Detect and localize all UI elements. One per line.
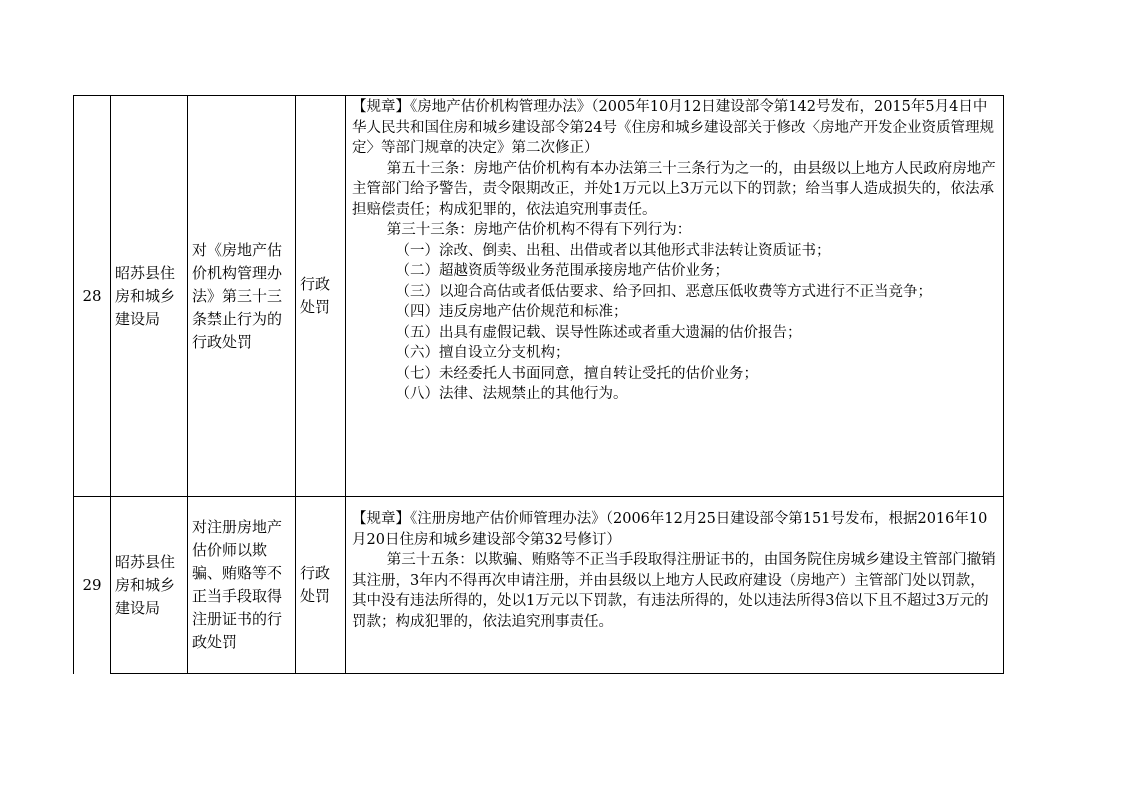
basis-list-item: （六）擅自设立分支机构； [395, 345, 570, 361]
basis-paragraph: 第三十三条：房地产估价机构不得有下列行为： [386, 222, 692, 238]
row-number: 29 [74, 497, 111, 674]
basis-paragraph: 【规章】《注册房地产估价师管理办法》（2006年12月25日建设部令第151号发布，根据2016年10月20日住房和城乡建设部令第32号修订） [352, 511, 988, 548]
basis-list-item: （七）未经委托人书面同意，擅自转让受托的估价业务； [395, 365, 758, 382]
basis-list-item: （二）超越资质等级业务范围承接房地产估价业务； [395, 263, 729, 279]
basis-paragraph: 【规章】《房地产估价机构管理办法》（2005年10月12日建设部令第142号发布，2015年5月4日中华人民共和国住房和城乡建设部令第24号《住房和城乡建设部关于修改〈房地产开发企业资质管理规定〉等部门规章的决定》第二次修正） [352, 99, 994, 156]
item-name-cell: 对注册房地产估价师以欺骗、贿赂等不正当手段取得注册证书的行政处罚 [188, 497, 296, 674]
item-name-cell: 对《房地产估价机构管理办法》第三十三条禁止行为的行政处罚 [188, 96, 296, 497]
table-row [74, 497, 1004, 674]
basis-list-item: （三）以迎合高估或者低估要求、给予回扣、恶意压低收费等方式进行不正当竞争； [395, 283, 932, 300]
category-cell: 行政处罚 [296, 497, 346, 674]
basis-list-item: （八）法律、法规禁止的其他行为。 [395, 386, 628, 402]
table-row [74, 96, 1004, 497]
basis-list-item: （一）涂改、倒卖、出租、出借或者以其他形式非法转让资质证书； [395, 242, 831, 259]
basis-list-item: （四）违反房地产估价规范和标准； [395, 304, 628, 320]
legal-basis-cell [346, 497, 1004, 674]
penalty-table [73, 95, 1004, 674]
penalty-table-sheet [73, 95, 1003, 675]
row-number: 28 [74, 96, 111, 497]
legal-basis-cell [346, 96, 1004, 497]
basis-paragraph: 第五十三条：房地产估价机构有本办法第三十三条行为之一的，由县级以上地方人民政府房地产主管部门给予警告，责令限期改正，并处1万元以上3万元以下的罚款；给当事人造成损失的，依法承担赔偿责任；构成犯罪的，依法追究刑事责任。 [352, 160, 996, 218]
basis-paragraph: 第三十五条：以欺骗、贿赂等不正当手段取得注册证书的，由国务院住房城乡建设主管部门撤销其注册，3年内不得再次申请注册，并由县级以上地方人民政府建设（房地产）主管部门处以罚款，其中没有违法所得的，处以1万元以下罚款，有违法所得的，处以违法所得3倍以下且不超过3万元的罚款；构成犯罪的，依法追究刑事责任。 [352, 552, 996, 630]
basis-list-item: （五）出具有虚假记载、误导性陈述或者重大遗漏的估价报告； [395, 324, 802, 341]
category-cell: 行政处罚 [296, 96, 346, 497]
department-cell: 昭苏县住房和城乡建设局 [111, 497, 188, 674]
department-cell: 昭苏县住房和城乡建设局 [111, 96, 188, 497]
